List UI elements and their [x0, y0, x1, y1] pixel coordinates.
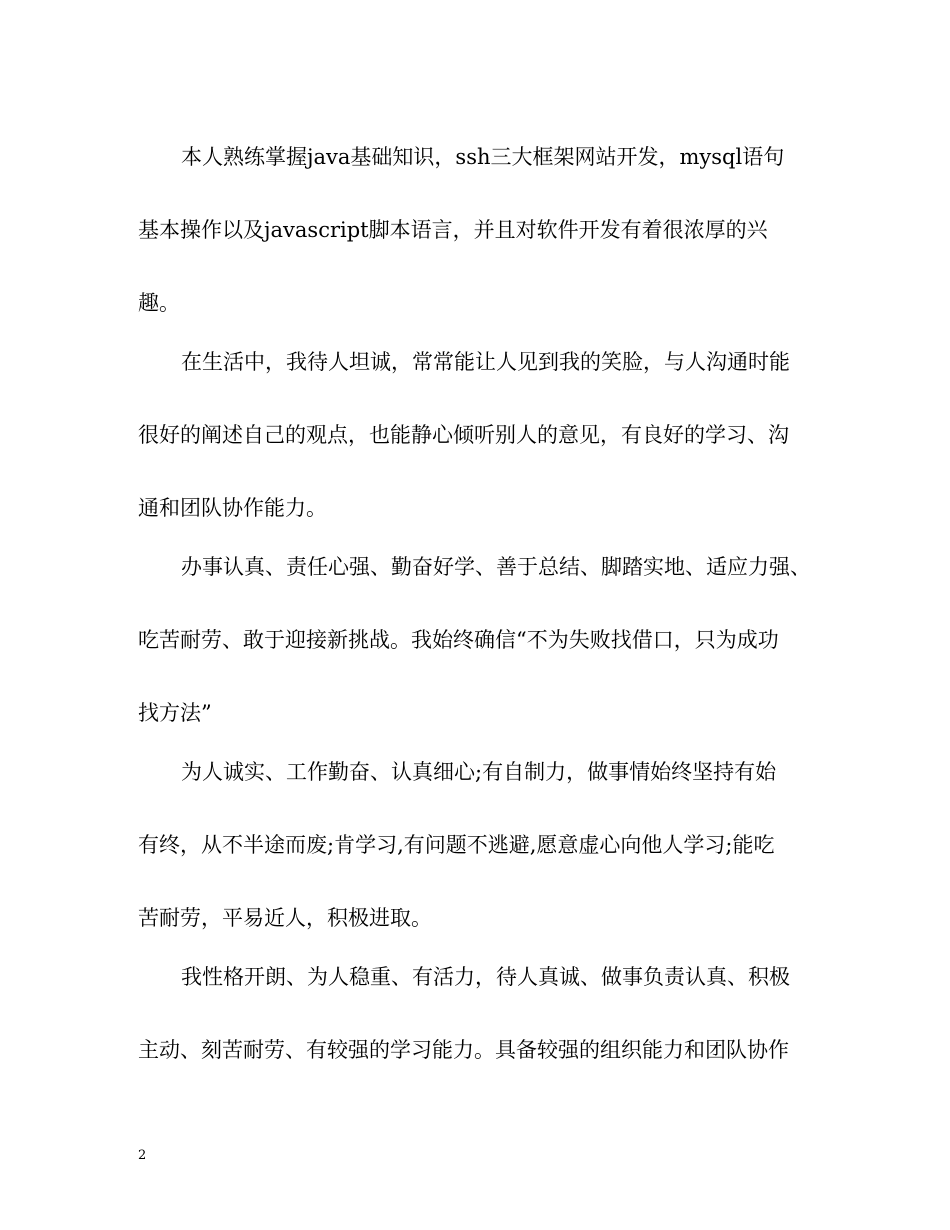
paragraph-1-line-1: 本人熟练掌握java基础知识，ssh三大框架网站开发，mysql语句	[181, 145, 785, 169]
paragraph-3-line-2: 吃苦耐劳、敢于迎接新挑战。我始终确信“不为失败找借口，只为成功	[138, 628, 779, 652]
paragraph-2-line-2: 很好的阐述自己的观点，也能静心倾听别人的意见，有良好的学习、沟	[138, 423, 789, 447]
paragraph-4-line-2: 有终，从不半途而废;肯学习,有问题不逃避,愿意虚心向他人学习;能吃	[138, 833, 775, 857]
paragraph-2-line-1: 在生活中，我待人坦诚，常常能让人见到我的笑脸，与人沟通时能	[181, 350, 790, 374]
paragraph-3-line-1: 办事认真、责任心强、勤奋好学、善于总结、脚踏实地、适应力强、	[181, 555, 811, 579]
paragraph-4-line-3: 苦耐劳，平易近人，积极进取。	[138, 906, 432, 930]
paragraph-5-line-1: 我性格开朗、为人稳重、有活力，待人真诚、做事负责认真、积极	[181, 965, 790, 989]
paragraph-5-line-2: 主动、刻苦耐劳、有较强的学习能力。具备较强的组织能力和团队协作	[138, 1038, 789, 1062]
paragraph-1-line-3: 趣。	[138, 291, 180, 315]
paragraph-1-line-2: 基本操作以及javascript脚本语言，并且对软件开发有着很浓厚的兴	[138, 218, 768, 242]
paragraph-4-line-1: 为人诚实、工作勤奋、认真细心;有自制力，做事情始终坚持有始	[181, 760, 777, 784]
page-number: 2	[138, 1148, 147, 1163]
paragraph-3-line-3: 找方法”	[138, 701, 212, 725]
paragraph-2-line-3: 通和团队协作能力。	[138, 496, 327, 520]
